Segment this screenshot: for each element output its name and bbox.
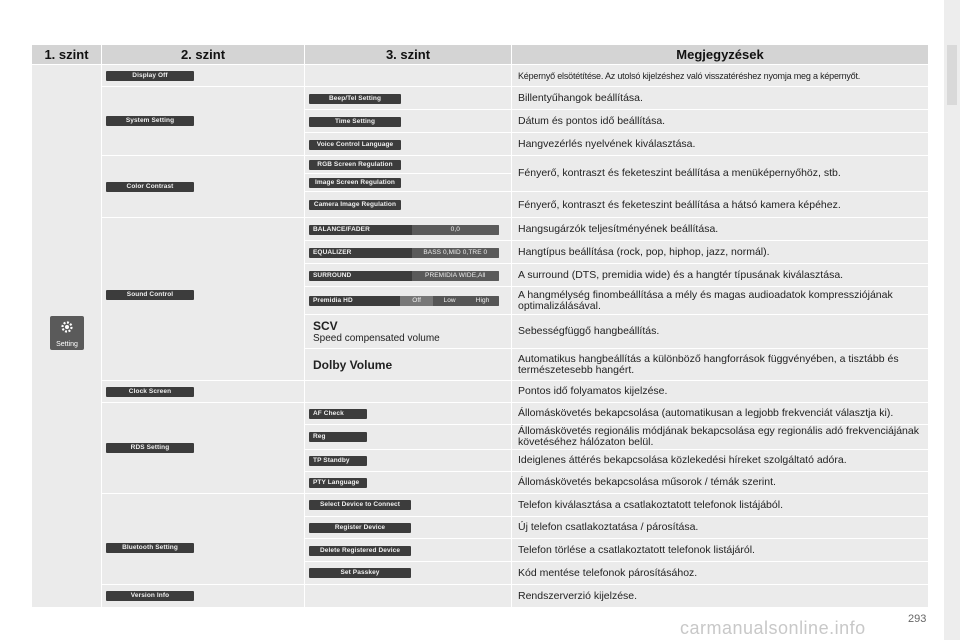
note-premidia: A hangmélység finombeállítása a mély és magas audioadatok kompressziójának optimalizálásával. bbox=[518, 289, 893, 312]
cell-bluetooth-setting bbox=[102, 494, 305, 585]
note-rgb-image: Fényerő, kontraszt és feketeszint beállítása a menüképernyőhöz, stb. bbox=[518, 167, 841, 179]
cell-version-info bbox=[102, 585, 305, 608]
cell-clock-screen bbox=[102, 381, 305, 403]
note-clock: Pontos idő folyamatos kijelzése. bbox=[518, 385, 668, 397]
surround-button[interactable] bbox=[309, 271, 499, 281]
cell-note-tp bbox=[512, 450, 929, 472]
cell-display-off bbox=[102, 65, 305, 87]
cell-reg bbox=[305, 425, 512, 450]
note-dolby: Automatikus hangbeállítás a különböző hangforrások függvényében, a tisztább és természetesebb hangért. bbox=[518, 353, 899, 376]
set-passkey-button[interactable]: Set Passkey bbox=[309, 568, 411, 578]
af-check-button[interactable]: AF Check bbox=[309, 409, 367, 419]
cell-note-time bbox=[512, 110, 929, 133]
scv-title: SCV bbox=[313, 319, 338, 333]
note-delete-device: Telefon törlése a csatlakoztatott telefonok listájáról. bbox=[518, 544, 755, 556]
note-select-device: Telefon kiválasztása a csatlakoztatott telefonok listájából. bbox=[518, 499, 783, 511]
cell-rgb bbox=[305, 156, 512, 174]
register-device-button[interactable]: Register Device bbox=[309, 523, 411, 533]
cell-balance bbox=[305, 218, 512, 241]
pty-language-button[interactable]: PTY Language bbox=[309, 478, 367, 488]
cell-note-register-device bbox=[512, 517, 929, 539]
balance-fader-value: 0,0 bbox=[412, 225, 499, 235]
note-display-off-cell bbox=[512, 65, 929, 87]
setting-label: Setting bbox=[56, 341, 78, 348]
clock-screen-button[interactable]: Clock Screen bbox=[106, 387, 194, 397]
tp-standby-button[interactable]: TP Standby bbox=[309, 456, 367, 466]
gear-icon bbox=[60, 320, 74, 334]
cell-voice bbox=[305, 133, 512, 156]
settings-table bbox=[32, 45, 929, 608]
time-setting-button[interactable]: Time Setting bbox=[309, 117, 401, 127]
equalizer-value: BASS 0,MID 0,TRE 0 bbox=[412, 248, 499, 258]
setting-button[interactable] bbox=[50, 316, 84, 350]
note-camera: Fényerő, kontraszt és feketeszint beállítása a hátsó kamera képéhez. bbox=[518, 199, 841, 211]
cell-passkey bbox=[305, 562, 512, 585]
display-off-button[interactable]: Display Off bbox=[106, 71, 194, 81]
cell-note-scv bbox=[512, 315, 929, 349]
version-info-button[interactable]: Version Info bbox=[106, 591, 194, 601]
dolby-volume-title: Dolby Volume bbox=[313, 358, 393, 372]
cell-time bbox=[305, 110, 512, 133]
cell-color-contrast bbox=[102, 156, 305, 218]
cell-select-device bbox=[305, 494, 512, 517]
cell-note-pty bbox=[512, 472, 929, 494]
header-notes: Megjegyzések bbox=[512, 45, 929, 65]
note-version: Rendszerverzió kijelzése. bbox=[518, 590, 638, 602]
premidia-low-option[interactable]: Low bbox=[433, 296, 466, 306]
header-level1: 1. szint bbox=[32, 45, 102, 65]
cell-note-eq bbox=[512, 241, 929, 264]
cell-note-dolby bbox=[512, 349, 929, 381]
cell-note-premidia bbox=[512, 287, 929, 315]
page-number: 293 bbox=[908, 613, 927, 625]
note-voice: Hangvezérlés nyelvének kiválasztása. bbox=[518, 138, 696, 150]
bluetooth-setting-button[interactable]: Bluetooth Setting bbox=[106, 543, 194, 553]
header-level2: 2. szint bbox=[102, 45, 305, 65]
rgb-screen-regulation-button[interactable]: RGB Screen Regulation bbox=[309, 160, 401, 170]
scv-subtitle: Speed compensated volume bbox=[313, 333, 440, 344]
scrollbar-thumb[interactable] bbox=[947, 45, 957, 105]
color-contrast-button[interactable]: Color Contrast bbox=[106, 182, 194, 192]
beep-tel-setting-button[interactable]: Beep/Tel Setting bbox=[309, 94, 401, 104]
system-setting-button[interactable]: System Setting bbox=[106, 116, 194, 126]
equalizer-label: EQUALIZER bbox=[313, 249, 352, 256]
empty-cell bbox=[305, 381, 512, 403]
cell-register-device bbox=[305, 517, 512, 539]
premidia-hd-button[interactable] bbox=[309, 296, 499, 306]
reg-button[interactable]: Reg bbox=[309, 432, 367, 442]
cell-note-delete-device bbox=[512, 539, 929, 562]
cell-note-rgb-image bbox=[512, 156, 929, 192]
cell-note-passkey bbox=[512, 562, 929, 585]
note-tp: Ideiglenes áttérés bekapcsolása közlekedési híreket szolgáltató adóra. bbox=[518, 454, 847, 466]
premidia-high-option[interactable]: High bbox=[466, 296, 499, 306]
watermark: carmanualsonline.info bbox=[680, 618, 866, 638]
premidia-hd-label: Premidia HD bbox=[313, 297, 353, 304]
image-screen-regulation-button[interactable]: Image Screen Regulation bbox=[309, 178, 401, 188]
balance-fader-button[interactable] bbox=[309, 225, 499, 235]
cell-note-reg bbox=[512, 425, 929, 450]
cell-scv bbox=[305, 315, 512, 349]
scrollbar[interactable] bbox=[944, 0, 960, 640]
cell-pty bbox=[305, 472, 512, 494]
note-balance: Hangsugárzók teljesítményének beállítása. bbox=[518, 223, 719, 235]
cell-dolby bbox=[305, 349, 512, 381]
note-pty: Állomáskövetés bekapcsolása műsorok / témák szerint. bbox=[518, 476, 776, 488]
cell-sound-control bbox=[102, 218, 305, 381]
level1-cell bbox=[32, 65, 102, 608]
premidia-options bbox=[400, 296, 499, 306]
cell-tp bbox=[305, 450, 512, 472]
cell-premidia bbox=[305, 287, 512, 315]
cell-note-camera bbox=[512, 192, 929, 218]
cell-note-beep bbox=[512, 87, 929, 110]
premidia-off-option[interactable]: Off bbox=[400, 296, 433, 306]
empty-cell bbox=[305, 585, 512, 608]
cell-surround bbox=[305, 264, 512, 287]
cell-note-select-device bbox=[512, 494, 929, 517]
cell-beep bbox=[305, 87, 512, 110]
cell-note-surround bbox=[512, 264, 929, 287]
sound-control-button[interactable]: Sound Control bbox=[106, 290, 194, 300]
cell-af bbox=[305, 403, 512, 425]
cell-camera bbox=[305, 192, 512, 218]
cell-note-clock bbox=[512, 381, 929, 403]
camera-image-regulation-button[interactable]: Camera Image Regulation bbox=[309, 200, 401, 210]
header-level3: 3. szint bbox=[305, 45, 512, 65]
cell-delete-device bbox=[305, 539, 512, 562]
cell-eq bbox=[305, 241, 512, 264]
note-surround: A surround (DTS, premidia wide) és a hangtér típusának kiválasztása. bbox=[518, 269, 844, 281]
surround-value: PREMIDIA WIDE,All bbox=[412, 271, 499, 281]
note-time: Dátum és pontos idő beállítása. bbox=[518, 115, 666, 127]
note-reg: Állomáskövetés regionális módjának bekapcsolása egy regionális adó frekvenciájának követéséhez hálózaton belül. bbox=[518, 425, 919, 448]
cell-note-balance bbox=[512, 218, 929, 241]
cell-system-setting bbox=[102, 87, 305, 156]
balance-fader-label: BALANCE/FADER bbox=[313, 226, 370, 233]
note-register-device: Új telefon csatlakoztatása / párosítása. bbox=[518, 521, 699, 533]
cell-rds-setting bbox=[102, 403, 305, 494]
note-af: Állomáskövetés bekapcsolása (automatikusan a legjobb frekvenciát választja ki). bbox=[518, 407, 894, 419]
delete-device-button[interactable]: Delete Registered Device bbox=[309, 546, 411, 556]
empty-cell bbox=[305, 65, 512, 87]
cell-note-version bbox=[512, 585, 929, 608]
cell-note-voice bbox=[512, 133, 929, 156]
voice-control-language-button[interactable]: Voice Control Language bbox=[309, 140, 401, 150]
note-eq: Hangtípus beállítása (rock, pop, hiphop, jazz, normál). bbox=[518, 246, 770, 258]
cell-image bbox=[305, 174, 512, 192]
note-scv: Sebességfüggő hangbeállítás. bbox=[518, 325, 660, 337]
equalizer-button[interactable] bbox=[309, 248, 499, 258]
note-passkey: Kód mentése telefonok párosításához. bbox=[518, 567, 698, 579]
cell-note-af bbox=[512, 403, 929, 425]
select-device-button[interactable]: Select Device to Connect bbox=[309, 500, 411, 510]
surround-label: SURROUND bbox=[313, 272, 352, 279]
rds-setting-button[interactable]: RDS Setting bbox=[106, 443, 194, 453]
note-display-off: Képernyő elsötétítése. Az utolsó kijelzéshez való visszatéréshez nyomja meg a képernyőt. bbox=[518, 70, 861, 81]
note-beep: Billentyűhangok beállítása. bbox=[518, 92, 643, 104]
